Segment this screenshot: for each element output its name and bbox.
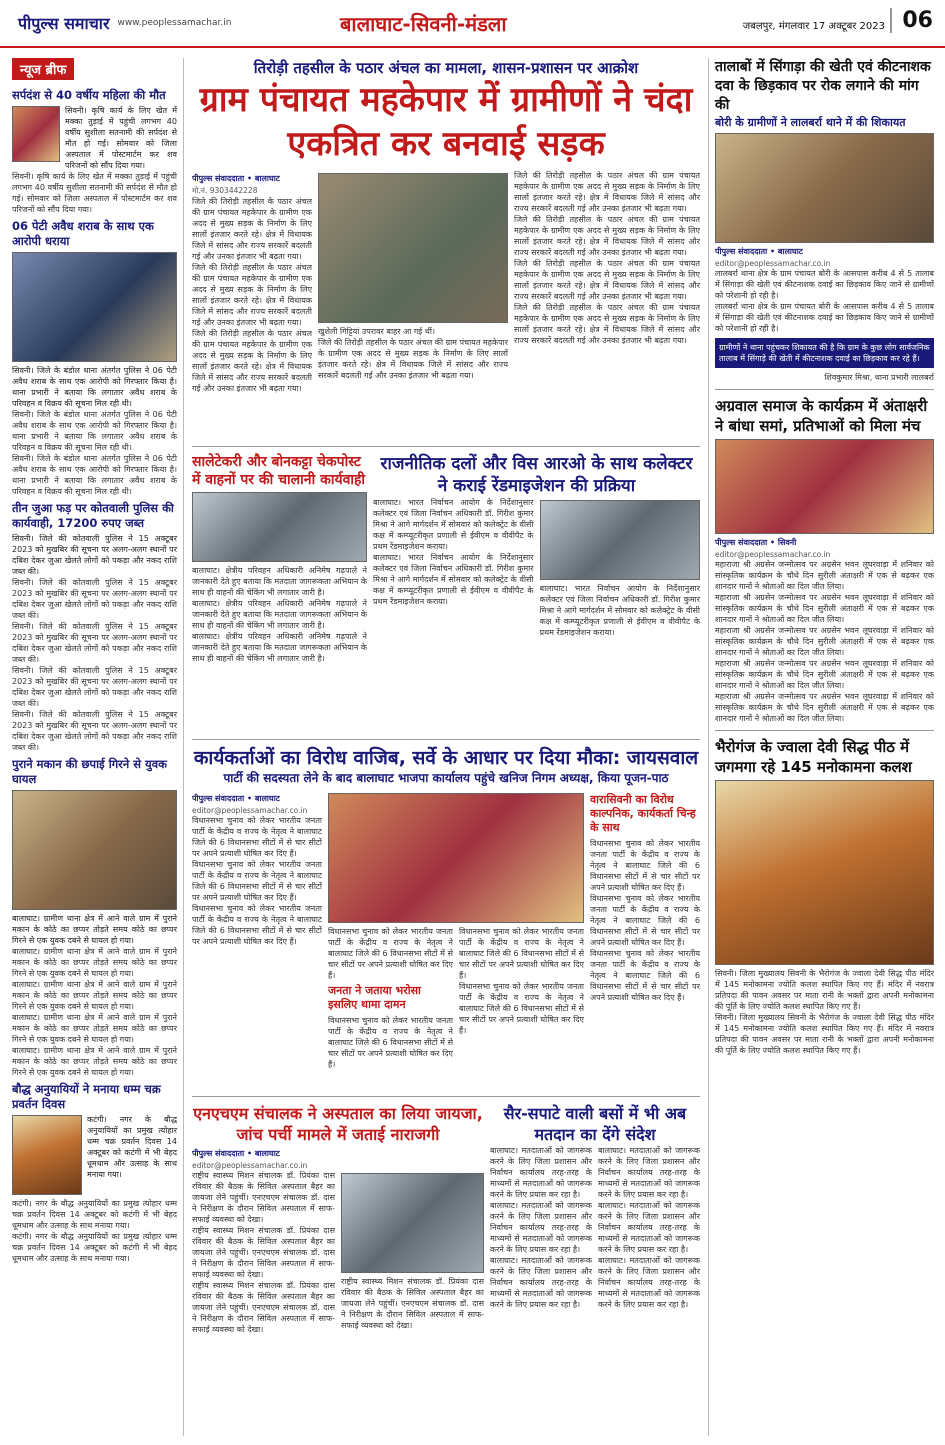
edition-region: बालाघाट-सिवनी-मंडला (340, 12, 507, 36)
lead-body: जिले की तिरोड़ी तहसील के पठार अंचल की ग्राम पंचायत महकेपार के ग्रामीण एक अदद से मुख्य सड़क के निर्माण के लिए सालों इंतजार करते रहे। क्षेत्र में विधायक जिले में सांसद और राज्य सरकारें बदलती गई और उनका इंतजार भी बढ़ता गया। (514, 259, 700, 301)
email[interactable]: editor@peoplessamachar.co.in (715, 550, 831, 559)
newspaper-logo: पीपुल्स समाचार (18, 14, 110, 33)
byline: पीपुल्स संवाददाता • बालाघाट (192, 174, 280, 183)
story-body: बालाघाट। क्षेत्रीय परिवहन अधिकारी अनिमेष गढ़पाले ने जानकारी देते हुए बताया कि मतदाता जागरूकता अभियान के साथ ही वाहनों की चेकिंग भी लगातार जारी है। (192, 632, 367, 663)
story-body: विधानसभा चुनाव को लेकर भारतीय जनता पार्टी के केंद्रीय व राज्य के नेतृत्व ने बालाघाट जिले की 6 विधानसभा सीटों में से चार सीटों पर अपने प्रत्याशी घोषित कर दिए हैं। (192, 860, 322, 902)
page-number: 06 (890, 8, 933, 33)
injured-youth-photo (12, 790, 177, 910)
brief-head: 06 पेटी अवैध शराब के साथ एक आरोपी धराया (12, 219, 154, 248)
story-headline: राजनीतिक दलों और विस आरओ के साथ कलेक्टर ने कराई रेंडमाइजेशन की प्रक्रिया (380, 454, 693, 496)
masthead (0, 0, 945, 48)
brief-body: सिवनी। जिले के बंडोल थाना अंतर्गत पुलिस ने 06 पेटी अवैध शराब के साथ एक आरोपी को गिरफ्तार किया है। थाना प्रभारी ने बताया कि लगातार अवैध शराब के परिवहन व विक्रय की सूचना मिल रही थी। (12, 410, 177, 452)
story-body: बालाघाट। मतदाताओं को जागरूक करने के लिए जिला प्रशासन और निर्वाचन कार्यालय तरह-तरह के माध्यमों से मतदाताओं को जागरूक करने के लिए प्रयास कर रहा है। (490, 1201, 592, 1254)
brief-body: कटंगी। नगर के बौद्ध अनुयायियों का प्रमुख त्योहार धम्म चक्र प्रवर्तन दिवस 14 अक्टूबर को कटंगी में भी बेहद धूमधाम और उत्साह के साथ मनाया गया। (87, 1115, 177, 1179)
reporter-mobile: मो.नं. 9303442228 (192, 186, 258, 195)
story-body: बालाघाट। क्षेत्रीय परिवहन अधिकारी अनिमेष गढ़पाले ने जानकारी देते हुए बताया कि मतदाता जागरूकता अभियान के साथ ही वाहनों की चेकिंग भी लगातार जारी है। (192, 566, 367, 597)
lead-kicker: तिरोड़ी तहसील के पठार अंचल का मामला, शासन-प्रशासन पर आक्रोश (253, 59, 639, 77)
story-body: विधानसभा चुनाव को लेकर भारतीय जनता पार्टी के केंद्रीय व राज्य के नेतृत्व ने बालाघाट जिले की 6 विधानसभा सीटों में से चार सीटों पर अपने प्रत्याशी घोषित कर दिए हैं। (192, 816, 322, 858)
brief-head: बौद्ध अनुयायियों ने मनाया धम्म चक्र प्रवर्तन दिवस (12, 1082, 161, 1111)
story-body: विधानसभा चुनाव को लेकर भारतीय जनता पार्टी के केंद्रीय व राज्य के नेतृत्व ने बालाघाट जिले की 6 विधानसभा सीटों में से चार सीटों पर अपने प्रत्याशी घोषित कर दिए हैं। (328, 927, 453, 980)
story-body: महाराजा श्री अग्रसेन जन्मोत्सव पर अग्रसेन भवन लूघरवाड़ा में शनिवार को सांस्कृतिक कार्यक्रम के चौथे दिन सुरीली अंताक्षरी में एक से बढ़कर एक शानदार गानों ने श्रोताओं का दिल जीत लिया। (715, 659, 934, 690)
villagers-complaint-photo (715, 133, 934, 243)
email[interactable]: editor@peoplessamachar.co.in (192, 1161, 308, 1170)
photo-caption: खुशेली गिट्टियां उपरावर बाहर आ गई थीं। (318, 327, 435, 336)
brief-body: सिवनी। जिले की कोतवाली पुलिस ने 15 अक्टूबर 2023 को मुखबिर की सूचना पर अलग-अलग स्थानों पर दबिश देकर जुआ खेलते लोगों को पकड़ा और नकद राशि जब्त की। (12, 622, 177, 664)
brief-head: पुराने मकान की छपाई गिरने से युवक घायल (12, 757, 167, 786)
story-body: राष्ट्रीय स्वास्थ्य मिशन संचालक डॉ. प्रियंका दास रविवार की बैठक के सिविल अस्पताल बैहर का जायजा लेने पहुंचीं। एनएचएम संचालक डॉ. दास ने निरीक्षण के दौरान सिविल अस्पताल में साफ-सफाई व्यवस्था को देखा। (192, 1171, 335, 1224)
vehicle-check-photo (192, 492, 367, 562)
story-body: बालाघाट। मतदाताओं को जागरूक करने के लिए जिला प्रशासन और निर्वाचन कार्यालय तरह-तरह के माध्यमों से मतदाताओं को जागरूक करने के लिए प्रयास कर रहा है। (598, 1146, 700, 1199)
email[interactable]: editor@peoplessamachar.co.in (192, 806, 308, 815)
brief-body: सिवनी। कृषि कार्य के लिए खेत में मक्का तुड़ाई में पहुंची लगभग 40 वर्षीय सुशीला सतनामी की सर्पदंश से मौत हो गई। सोमवार को जिला अस्पताल में पोस्टमार्टम कर शव परिजनों को सौंप दिया गया। (65, 106, 177, 170)
brief-body: सिवनी। जिले के बंडोल थाना अंतर्गत पुलिस ने 06 पेटी अवैध शराब के साथ एक आरोपी को गिरफ्तार किया है। थाना प्रभारी ने बताया कि लगातार अवैध शराब के परिवहन व विक्रय की सूचना मिल रही थी। (12, 454, 177, 496)
byline: पीपुल्स संवाददाता • बालाघाट (715, 247, 803, 256)
brief-body: सिवनी। जिले की कोतवाली पुलिस ने 15 अक्टूबर 2023 को मुखबिर की सूचना पर अलग-अलग स्थानों पर दबिश देकर जुआ खेलते लोगों को पकड़ा और नकद राशि जब्त की। (12, 666, 177, 708)
byline: पीपुल्स संवाददाता • बालाघाट (192, 794, 280, 803)
road-construction-photo (318, 173, 508, 323)
buddha-statue-photo (12, 1115, 82, 1195)
inner-headline: जनता ने जताया भरोसा इसलिए थामा दामन (328, 984, 421, 1011)
story-body: बालाघाट। मतदाताओं को जागरूक करने के लिए जिला प्रशासन और निर्वाचन कार्यालय तरह-तरह के माध्यमों से मतदाताओं को जागरूक करने के लिए प्रयास कर रहा है। (598, 1201, 700, 1254)
brief-body: कटंगी। नगर के बौद्ध अनुयायियों का प्रमुख त्योहार धम्म चक्र प्रवर्तन दिवस 14 अक्टूबर को कटंगी में भी बेहद धूमधाम और उत्साह के साथ मनाया गया। (12, 1232, 177, 1263)
jyoti-kalash-photo (715, 780, 934, 965)
story-body: लालबर्रा थाना क्षेत्र के ग्राम पंचायत बोरी के आसपास करीब 4 से 5 तालाब में सिंगाड़ा की खेती एवं कीटनाशक दवाई का छिड़काव किए जाने से ग्रामीणों को परेशानी हो रही है। (715, 302, 934, 333)
hospital-inspection-photo (341, 1173, 484, 1273)
story-body: विधानसभा चुनाव को लेकर भारतीय जनता पार्टी के केंद्रीय व राज्य के नेतृत्व ने बालाघाट जिले की 6 विधानसभा सीटों में से चार सीटों पर अपने प्रत्याशी घोषित कर दिए हैं। (590, 949, 700, 1002)
brief-body: सिवनी। जिले के बंडोल थाना अंतर्गत पुलिस ने 06 पेटी अवैध शराब के साथ एक आरोपी को गिरफ्तार किया है। थाना प्रभारी ने बताया कि लगातार अवैध शराब के परिवहन व विक्रय की सूचना मिल रही थी। (12, 366, 177, 408)
story-subheadline: बोरी के ग्रामीणों ने लालबर्रा थाने में की शिकायत (715, 116, 906, 129)
brief-body: सिवनी। जिले की कोतवाली पुलिस ने 15 अक्टूबर 2023 को मुखबिर की सूचना पर अलग-अलग स्थानों पर दबिश देकर जुआ खेलते लोगों को पकड़ा और नकद राशि जब्त की। (12, 710, 177, 752)
lead-body: जिले की तिरोड़ी तहसील के पठार अंचल की ग्राम पंचायत महकेपार के ग्रामीण एक अदद से मुख्य सड़क के निर्माण के लिए सालों इंतजार करते रहे। क्षेत्र में विधायक जिले में सांसद और राज्य सरकारें बदलती गई और उनका इंतजार भी बढ़ता गया। (192, 263, 312, 327)
story-body: राष्ट्रीय स्वास्थ्य मिशन संचालक डॉ. प्रियंका दास रविवार की बैठक के सिविल अस्पताल बैहर का जायजा लेने पहुंचीं। एनएचएम संचालक डॉ. दास ने निरीक्षण के दौरान सिविल अस्पताल में साफ-सफाई व्यवस्था को देखा। (192, 1226, 335, 1279)
story-headline: कार्यकर्ताओं का विरोध वाजिब, सर्वे के आधार पर दिया मौका: जायसवाल (193, 747, 699, 769)
story-body: विधानसभा चुनाव को लेकर भारतीय जनता पार्टी के केंद्रीय व राज्य के नेतृत्व ने बालाघाट जिले की 6 विधानसभा सीटों में से चार सीटों पर अपने प्रत्याशी घोषित कर दिए हैं। (590, 839, 700, 892)
lead-body: जिले की तिरोड़ी तहसील के पठार अंचल की ग्राम पंचायत महकेपार के ग्रामीण एक अदद से मुख्य सड़क के निर्माण के लिए सालों इंतजार करते रहे। क्षेत्र में विधायक जिले में सांसद और राज्य सरकारें बदलती गई और उनका इंतजार भी बढ़ता गया। (318, 338, 508, 380)
story-headline: तालाबों में सिंगाड़ा की खेती एवं कीटनाशक दवा के छिड़काव पर रोक लगाने की मांग की (715, 59, 931, 113)
story-body: राष्ट्रीय स्वास्थ्य मिशन संचालक डॉ. प्रियंका दास रविवार की बैठक के सिविल अस्पताल बैहर का जायजा लेने पहुंचीं। एनएचएम संचालक डॉ. दास ने निरीक्षण के दौरान सिविल अस्पताल में साफ-सफाई व्यवस्था को देखा। (192, 1281, 335, 1334)
police-seizure-photo (12, 252, 177, 362)
story-body: लालबर्रा थाना क्षेत्र के ग्राम पंचायत बोरी के आसपास करीब 4 से 5 तालाब में सिंगाड़ा की खेती एवं कीटनाशक दवाई का छिड़काव किए जाने से ग्रामीणों को परेशानी हो रही है। (715, 269, 934, 300)
story-headline: सैर-सपाटे वाली बसों में भी अब मतदान का देंगे संदेश (503, 1104, 687, 1144)
main-news-column (192, 58, 700, 1436)
story-body: बालाघाट। मतदाताओं को जागरूक करने के लिए जिला प्रशासन और निर्वाचन कार्यालय तरह-तरह के माध्यमों से मतदाताओं को जागरूक करने के लिए प्रयास कर रहा है। (490, 1146, 592, 1199)
brief-body: सिवनी। कृषि कार्य के लिए खेत में मक्का तुड़ाई में पहुंची लगभग 40 वर्षीय सुशीला सतनामी की सर्पदंश से मौत हो गई। सोमवार को जिला अस्पताल में पोस्टमार्टम कर शव परिजनों को सौंप दिया गया। (12, 172, 177, 214)
story-body: विधानसभा चुनाव को लेकर भारतीय जनता पार्टी के केंद्रीय व राज्य के नेतृत्व ने बालाघाट जिले की 6 विधानसभा सीटों में से चार सीटों पर अपने प्रत्याशी घोषित कर दिए हैं। (590, 894, 700, 947)
story-body: महाराजा श्री अग्रसेन जन्मोत्सव पर अग्रसेन भवन लूघरवाड़ा में शनिवार को सांस्कृतिक कार्यक्रम के चौथे दिन सुरीली अंताक्षरी में एक से बढ़कर एक शानदार गानों ने श्रोताओं का दिल जीत लिया। (715, 626, 934, 657)
story-body: महाराजा श्री अग्रसेन जन्मोत्सव पर अग्रसेन भवन लूघरवाड़ा में शनिवार को सांस्कृतिक कार्यक्रम के चौथे दिन सुरीली अंताक्षरी में एक से बढ़कर एक शानदार गानों ने श्रोताओं का दिल जीत लिया। (715, 692, 934, 723)
lead-body: जिले की तिरोड़ी तहसील के पठार अंचल की ग्राम पंचायत महकेपार के ग्रामीण एक अदद से मुख्य सड़क के निर्माण के लिए सालों इंतजार करते रहे। क्षेत्र में विधायक जिले में सांसद और राज्य सरकारें बदलती गई और उनका इंतजार भी बढ़ता गया। (514, 215, 700, 257)
news-brief-column (12, 58, 184, 1436)
story-headline: भैरोगंज के ज्वाला देवी सिद्ध पीठ में जगमगा रहे 145 मनोकामना कलश (715, 738, 912, 776)
brief-body: सिवनी। जिले की कोतवाली पुलिस ने 15 अक्टूबर 2023 को मुखबिर की सूचना पर अलग-अलग स्थानों पर दबिश देकर जुआ खेलते लोगों को पकड़ा और नकद राशि जब्त की। (12, 578, 177, 620)
agrawal-event-photo (715, 439, 934, 534)
story-body: बालाघाट। मतदाताओं को जागरूक करने के लिए जिला प्रशासन और निर्वाचन कार्यालय तरह-तरह के माध्यमों से मतदाताओं को जागरूक करने के लिए प्रयास कर रहा है। (598, 1256, 700, 1309)
randomization-photo (540, 500, 701, 580)
story-body: विधानसभा चुनाव को लेकर भारतीय जनता पार्टी के केंद्रीय व राज्य के नेतृत्व ने बालाघाट जिले की 6 विधानसभा सीटों में से चार सीटों पर अपने प्रत्याशी घोषित कर दिए हैं। (459, 927, 584, 980)
story-headline: एनएचएम संचालक ने अस्पताल का लिया जायजा, जांच पर्ची मामले में जताई नाराजगी (193, 1104, 483, 1144)
story-body: बालाघाट। क्षेत्रीय परिवहन अधिकारी अनिमेष गढ़पाले ने जानकारी देते हुए बताया कि मतदाता जागरूकता अभियान के साथ ही वाहनों की चेकिंग भी लगातार जारी है। (192, 599, 367, 630)
email[interactable]: editor@peoplessamachar.co.in (715, 259, 831, 268)
story-body: सिवनी। जिला मुख्यालय सिवनी के भैरोगंज के ज्वाला देवी सिद्ध पीठ मंदिर में 145 मनोकामना ज्योति कलश स्थापित किए गए हैं। मंदिर में नवरात्र प्रतिपदा की पावन अवसर पर माता रानी के भक्तों द्वारा अपनी मनोकामना की पूर्ति के लिए ज्योति कलश स्थापित किए गए हैं। (715, 969, 934, 1011)
lead-headline: ग्राम पंचायत महकेपार में ग्रामीणों ने चंदा एकत्रित कर बनवाई सड़क (199, 80, 693, 164)
lead-body: जिले की तिरोड़ी तहसील के पठार अंचल की ग्राम पंचायत महकेपार के ग्रामीण एक अदद से मुख्य सड़क के निर्माण के लिए सालों इंतजार करते रहे। क्षेत्र में विधायक जिले में सांसद और राज्य सरकारें बदलती गई और उनका इंतजार भी बढ़ता गया। (192, 197, 312, 261)
story-headline: अग्रवाल समाज के कार्यक्रम में अंताक्षरी ने बांधा समां, प्रतिभाओं को मिला मंच (715, 397, 928, 435)
woman-portrait-photo (12, 106, 60, 162)
issue-date: जबलपुर, मंगलवार 17 अक्टूबर 2023 (742, 21, 885, 32)
story-headline: सालेटेकरी और बोनकट्टा चेकपोस्ट में वाहनों पर की चालानी कार्यवाही (192, 454, 366, 488)
story-subheadline: पार्टी की सदस्यता लेने के बाद बालाघाट भाजपा कार्यालय पहुंचे खनिज निगम अध्यक्ष, किया पूजन-पाठ (223, 771, 669, 785)
brief-body: बालाघाट। ग्रामीण थाना क्षेत्र में आने वाले ग्राम में पुराने मकान के कोठे का छप्पर तोड़ते समय कोठे का छप्पर गिरने से एक युवक दबने से घायल हो गया। (12, 1046, 177, 1077)
quote-signature: शिवकुमार मिश्रा, थाना प्रभारी लालबर्रा (824, 373, 934, 382)
story-body: बालाघाट। भारत निर्वाचन आयोग के निर्देशानुसार कलेक्टर एवं जिला निर्वाचन अधिकारी डॉ. गिरीश कुमार मिश्रा ने आगे मार्गदर्शन में सोमवार को कलेक्ट्रेट के वीसी कक्ष में कम्प्यूटरीकृत प्रणाली से ईवीएम व वीवीपैट के प्रथम रेंडमाइजेशन कराया। (373, 498, 534, 551)
brief-head: सर्पदंश से 40 वर्षीय महिला की मौत (12, 88, 166, 102)
news-brief-tag: न्यूज ब्रीफ (12, 58, 74, 80)
story-body: बालाघाट। भारत निर्वाचन आयोग के निर्देशानुसार कलेक्टर एवं जिला निर्वाचन अधिकारी डॉ. गिरीश कुमार मिश्रा ने आगे मार्गदर्शन में सोमवार को कलेक्ट्रेट के वीसी कक्ष में कम्प्यूटरीकृत प्रणाली से ईवीएम व वीवीपैट के प्रथम रेंडमाइजेशन कराया। (373, 553, 534, 606)
story-body: महाराजा श्री अग्रसेन जन्मोत्सव पर अग्रसेन भवन लूघरवाड़ा में शनिवार को सांस्कृतिक कार्यक्रम के चौथे दिन सुरीली अंताक्षरी में एक से बढ़कर एक शानदार गानों ने श्रोताओं का दिल जीत लिया। (715, 593, 934, 624)
story-body: सिवनी। जिला मुख्यालय सिवनी के भैरोगंज के ज्वाला देवी सिद्ध पीठ मंदिर में 145 मनोकामना ज्योति कलश स्थापित किए गए हैं। मंदिर में नवरात्र प्रतिपदा की पावन अवसर पर माता रानी के भक्तों द्वारा अपनी मनोकामना की पूर्ति के लिए ज्योति कलश स्थापित किए गए हैं। (715, 1013, 934, 1055)
brief-body: बालाघाट। ग्रामीण थाना क्षेत्र में आने वाले ग्राम में पुराने मकान के कोठे का छप्पर तोड़ते समय कोठे का छप्पर गिरने से एक युवक दबने से घायल हो गया। (12, 1013, 177, 1044)
story-body: विधानसभा चुनाव को लेकर भारतीय जनता पार्टी के केंद्रीय व राज्य के नेतृत्व ने बालाघाट जिले की 6 विधानसभा सीटों में से चार सीटों पर अपने प्रत्याशी घोषित कर दिए हैं। (192, 904, 322, 946)
story-body: बालाघाट। भारत निर्वाचन आयोग के निर्देशानुसार कलेक्टर एवं जिला निर्वाचन अधिकारी डॉ. गिरीश कुमार मिश्रा ने आगे मार्गदर्शन में सोमवार को कलेक्ट्रेट के वीसी कक्ष में कम्प्यूटरीकृत प्रणाली से ईवीएम व वीवीपैट के प्रथम रेंडमाइजेशन कराया। (539, 584, 700, 637)
right-news-column (708, 58, 934, 1436)
website-url[interactable]: www.peoplessamachar.in (117, 18, 232, 28)
brief-body: कटंगी। नगर के बौद्ध अनुयायियों का प्रमुख त्योहार धम्म चक्र प्रवर्तन दिवस 14 अक्टूबर को कटंगी में भी बेहद धूमधाम और उत्साह के साथ मनाया गया। (12, 1199, 177, 1230)
brief-head: तीन जुआ फड़ पर कोतवाली पुलिस की कार्यवाही, 17200 रुपए जब्त (12, 501, 174, 530)
inner-headline: वारासिवनी का विरोध काल्पनिक, कार्यकर्ता चिन्ह के साथ (590, 793, 696, 834)
lead-body: जिले की तिरोड़ी तहसील के पठार अंचल की ग्राम पंचायत महकेपार के ग्रामीण एक अदद से मुख्य सड़क के निर्माण के लिए सालों इंतजार करते रहे। क्षेत्र में विधायक जिले में सांसद और राज्य सरकारें बदलती गई और उनका इंतजार भी बढ़ता गया। (514, 303, 700, 345)
lead-body: जिले की तिरोड़ी तहसील के पठार अंचल की ग्राम पंचायत महकेपार के ग्रामीण एक अदद से मुख्य सड़क के निर्माण के लिए सालों इंतजार करते रहे। क्षेत्र में विधायक जिले में सांसद और राज्य सरकारें बदलती गई और उनका इंतजार भी बढ़ता गया। (192, 329, 312, 393)
story-body: विधानसभा चुनाव को लेकर भारतीय जनता पार्टी के केंद्रीय व राज्य के नेतृत्व ने बालाघाट जिले की 6 विधानसभा सीटों में से चार सीटों पर अपने प्रत्याशी घोषित कर दिए हैं। (459, 982, 584, 1035)
story-body: बालाघाट। मतदाताओं को जागरूक करने के लिए जिला प्रशासन और निर्वाचन कार्यालय तरह-तरह के माध्यमों से मतदाताओं को जागरूक करने के लिए प्रयास कर रहा है। (490, 1256, 592, 1309)
brief-body: सिवनी। जिले की कोतवाली पुलिस ने 15 अक्टूबर 2023 को मुखबिर की सूचना पर अलग-अलग स्थानों पर दबिश देकर जुआ खेलते लोगों को पकड़ा और नकद राशि जब्त की। (12, 534, 177, 576)
story-body: महाराजा श्री अग्रसेन जन्मोत्सव पर अग्रसेन भवन लूघरवाड़ा में शनिवार को सांस्कृतिक कार्यक्रम के चौथे दिन सुरीली अंताक्षरी में एक से बढ़कर एक शानदार गानों ने श्रोताओं का दिल जीत लिया। (715, 560, 934, 591)
lead-body: जिले की तिरोड़ी तहसील के पठार अंचल की ग्राम पंचायत महकेपार के ग्रामीण एक अदद से मुख्य सड़क के निर्माण के लिए सालों इंतजार करते रहे। क्षेत्र में विधायक जिले में सांसद और राज्य सरकारें बदलती गई और उनका इंतजार भी बढ़ता गया। (514, 171, 700, 213)
story-body: राष्ट्रीय स्वास्थ्य मिशन संचालक डॉ. प्रियंका दास रविवार की बैठक के सिविल अस्पताल बैहर का जायजा लेने पहुंचीं। एनएचएम संचालक डॉ. दास ने निरीक्षण के दौरान सिविल अस्पताल में साफ-सफाई व्यवस्था को देखा। (341, 1277, 484, 1330)
brief-body: बालाघाट। ग्रामीण थाना क्षेत्र में आने वाले ग्राम में पुराने मकान के कोठे का छप्पर तोड़ते समय कोठे का छप्पर गिरने से एक युवक दबने से घायल हो गया। (12, 980, 177, 1011)
byline: पीपुल्स संवाददाता • बालाघाट (192, 1149, 280, 1158)
bjp-office-photo (328, 793, 584, 923)
brief-body: बालाघाट। ग्रामीण थाना क्षेत्र में आने वाले ग्राम में पुराने मकान के कोठे का छप्पर तोड़ते समय कोठे का छप्पर गिरने से एक युवक दबने से घायल हो गया। (12, 947, 177, 978)
story-body: विधानसभा चुनाव को लेकर भारतीय जनता पार्टी के केंद्रीय व राज्य के नेतृत्व ने बालाघाट जिले की 6 विधानसभा सीटों में से चार सीटों पर अपने प्रत्याशी घोषित कर दिए हैं। (328, 1016, 453, 1069)
brief-body: बालाघाट। ग्रामीण थाना क्षेत्र में आने वाले ग्राम में पुराने मकान के कोठे का छप्पर तोड़ते समय कोठे का छप्पर गिरने से एक युवक दबने से घायल हो गया। (12, 914, 177, 945)
byline: पीपुल्स संवाददाता • सिवनी (715, 538, 797, 547)
police-quote: ग्रामीणों ने थाना पहुंचकर शिकायत की है कि ग्राम के कुछ लोग सार्वजनिक तालाब में सिंगाड़े की खेती में कीटनाशक दवाई का छिड़काव कर रहे हैं। (715, 338, 934, 368)
